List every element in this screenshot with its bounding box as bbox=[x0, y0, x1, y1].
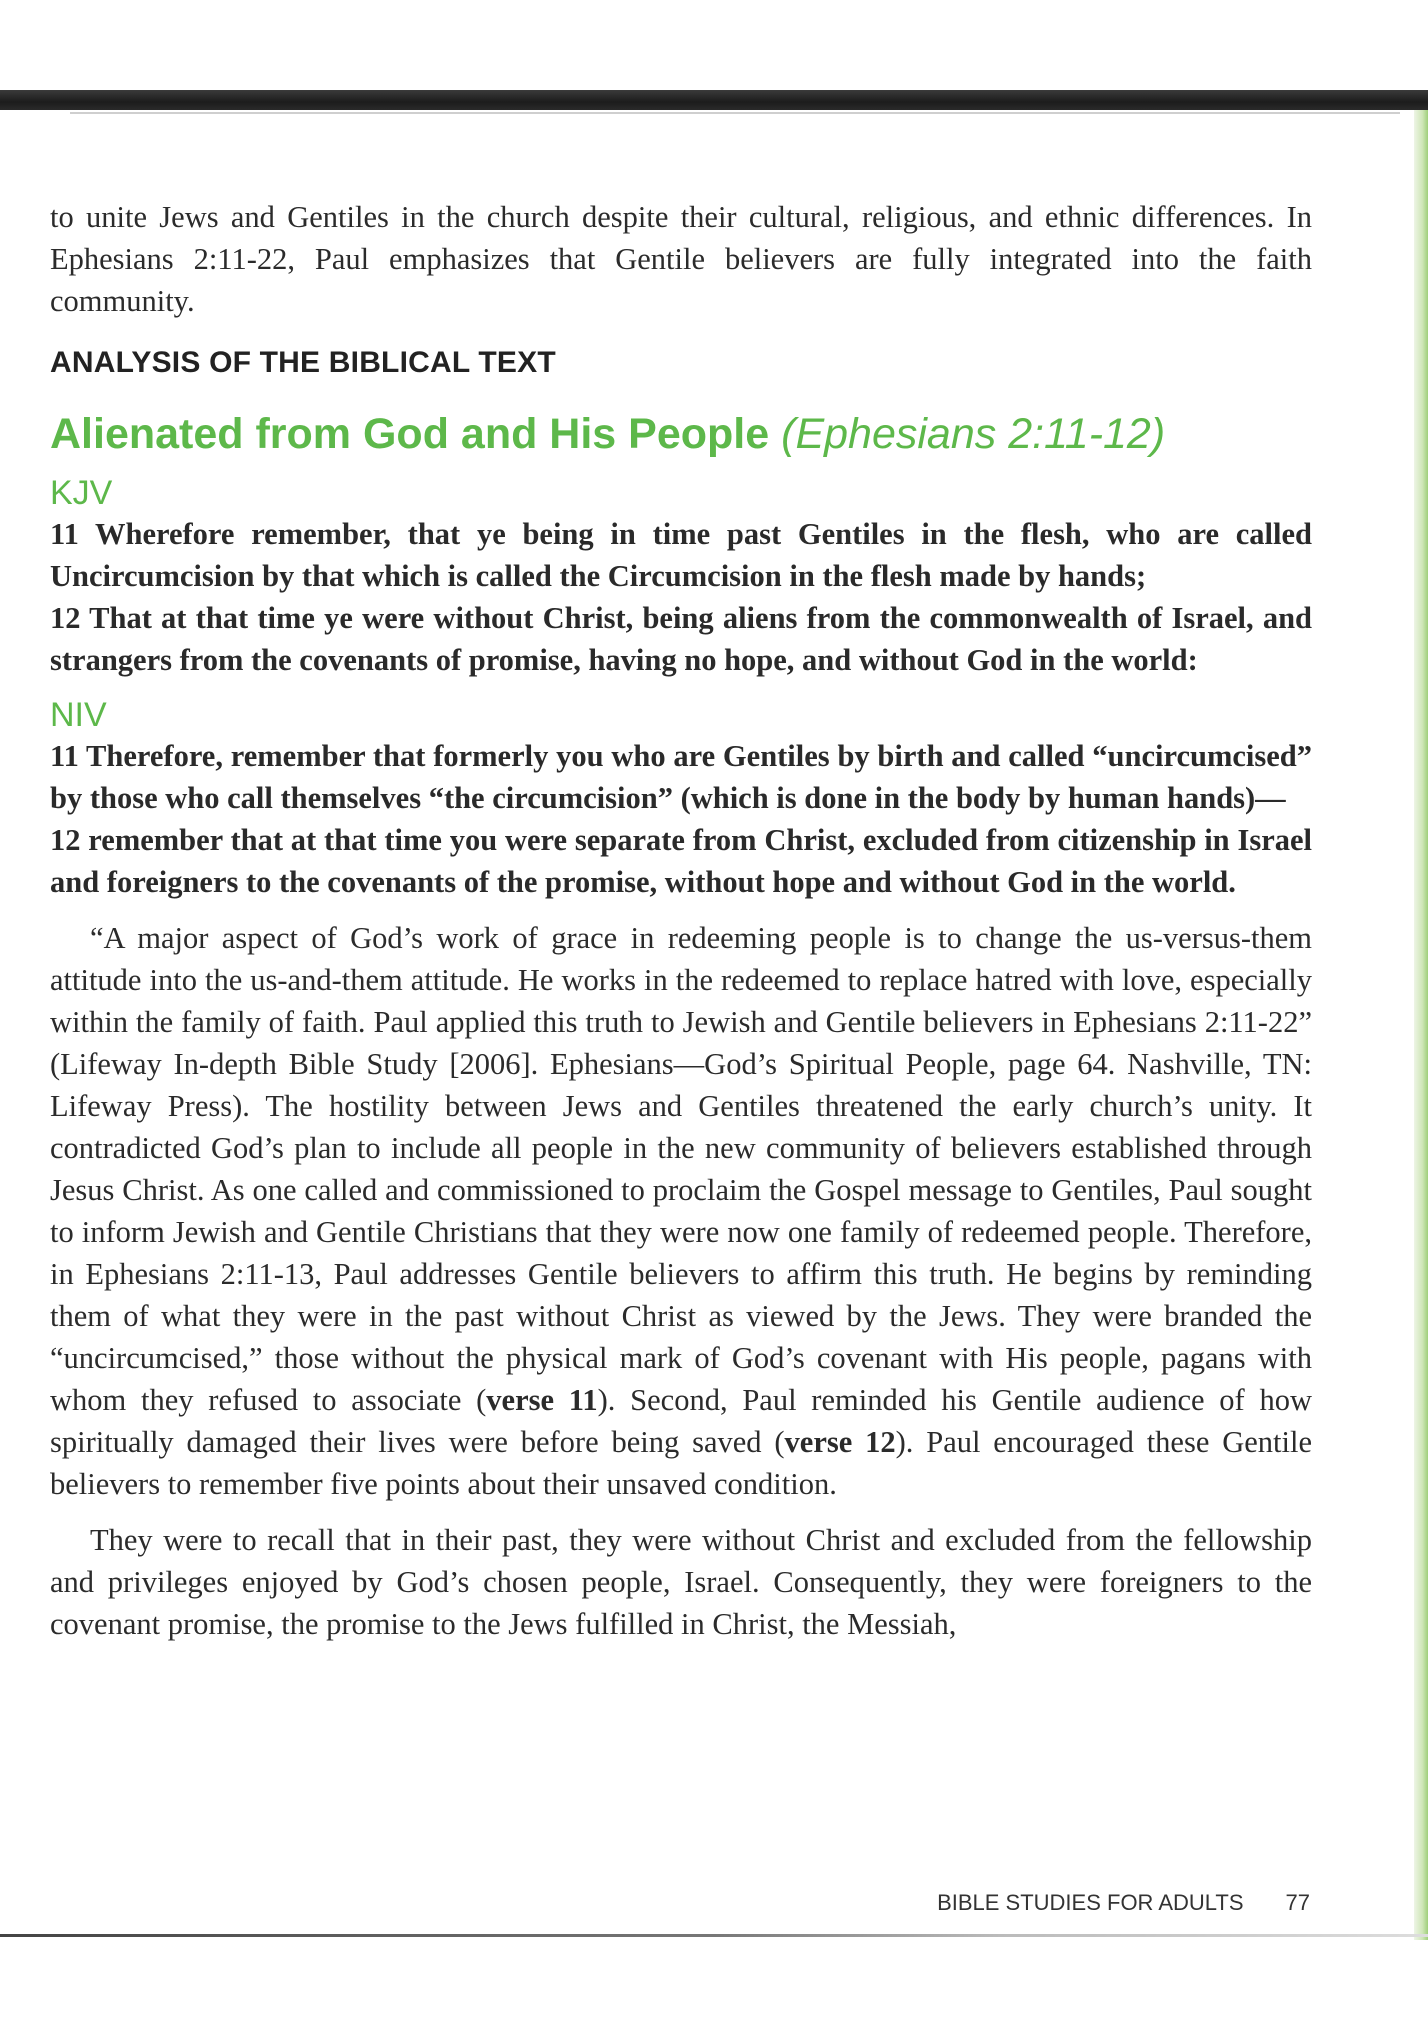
verse-12-reference: verse 12 bbox=[784, 1425, 896, 1459]
niv-verse-12: 12 remember that at that time you were separate from Christ, excluded from citizenship in Israel and foreigners to the covenants of the promise, without hope and without God in the world. bbox=[50, 823, 1312, 899]
page-number: 77 bbox=[1285, 1890, 1310, 1915]
intro-paragraph: to unite Jews and Gentiles in the church despite their cultural, religious, and ethnic differences. In Ephesians 2:11-22, Paul emphasizes that Gentile believers are fully integrated into the faith community. bbox=[50, 200, 1312, 318]
paragraph-1-text-b: ). Second, Paul reminded his Gentile audience of how spiritually damaged their lives were before being saved ( bbox=[50, 1383, 1312, 1459]
scan-right-edge bbox=[1414, 110, 1428, 1940]
verse-11-reference: verse 11 bbox=[486, 1383, 598, 1417]
niv-label: NIV bbox=[50, 696, 107, 734]
body-paragraph-1 bbox=[50, 917, 1312, 1505]
paragraph-1-text-c: ). Paul encouraged these Gentile believers to remember five points about their unsaved condition. bbox=[50, 1425, 1312, 1501]
kjv-label: KJV bbox=[50, 474, 113, 512]
scan-top-rule bbox=[70, 112, 1400, 114]
section-title-main: Alienated from God and His People bbox=[50, 410, 770, 458]
kjv-verse-12: 12 That at that time ye were without Christ, being aliens from the commonwealth of Israel, and strangers from the covenants of promise, having no hope, and without God in the world: bbox=[50, 601, 1312, 677]
kjv-verse-11: 11 Wherefore remember, that ye being in time past Gentiles in the flesh, who are called Uncircumcision by that which is called the Circumcision in the flesh made by hands; bbox=[50, 517, 1312, 593]
paragraph-1-text-a: “A major aspect of God’s work of grace in redeeming people is to change the us-versus-them attitude into the us-and-them attitude. He works in the redeemed to replace hatred with love, especially within the family of faith. Paul applied this truth to Jewish and Gentile believers in Ephesians 2:11-22” (Lifeway In-depth Bible Study [2006]. Ephesians—God’s Spiritual People, page 64. Nashville, TN: Lifeway Press). The hostility between Jews and Gentiles threatened the early church’s unity. It contradicted God’s plan to include all people in the new community of believers established through Jesus Christ. As one called and commissioned to proclaim the Gospel message to Gentiles, Paul sought to inform Jewish and Gentile Christians that they were now one family of redeemed people. Therefore, in Ephesians 2:11-13, Paul addresses Gentile believers to affirm this truth. He begins by reminding them of what they were in the past without Christ as viewed by the Jews. They were branded the “uncircumcised,” those without the physical mark of God’s covenant with His people, pagans with whom they refused to associate ( bbox=[50, 921, 1312, 1417]
body-paragraph-2: They were to recall that in their past, they were without Christ and excluded from the fellowship and privileges enjoyed by God’s chosen people, Israel. Consequently, they were foreigners to the covenant promise, the promise to the Jews fulfilled in Christ, the Messiah, bbox=[50, 1523, 1312, 1641]
scan-top-edge bbox=[0, 90, 1428, 110]
page-footer bbox=[937, 1890, 1310, 1916]
section-title-reference: (Ephesians 2:11-12) bbox=[781, 410, 1166, 458]
scan-bottom-edge bbox=[0, 1934, 1428, 1937]
footer-title: BIBLE STUDIES FOR ADULTS bbox=[937, 1890, 1244, 1915]
niv-verse-11: 11 Therefore, remember that formerly you who are Gentiles by birth and called “uncircumcised” by those who call themselves “the circumcision” (which is done in the body by human hands)— bbox=[50, 739, 1312, 815]
section-label: ANALYSIS OF THE BIBLICAL TEXT bbox=[50, 346, 556, 379]
section-title bbox=[50, 410, 1312, 459]
page-content bbox=[50, 196, 1312, 1645]
